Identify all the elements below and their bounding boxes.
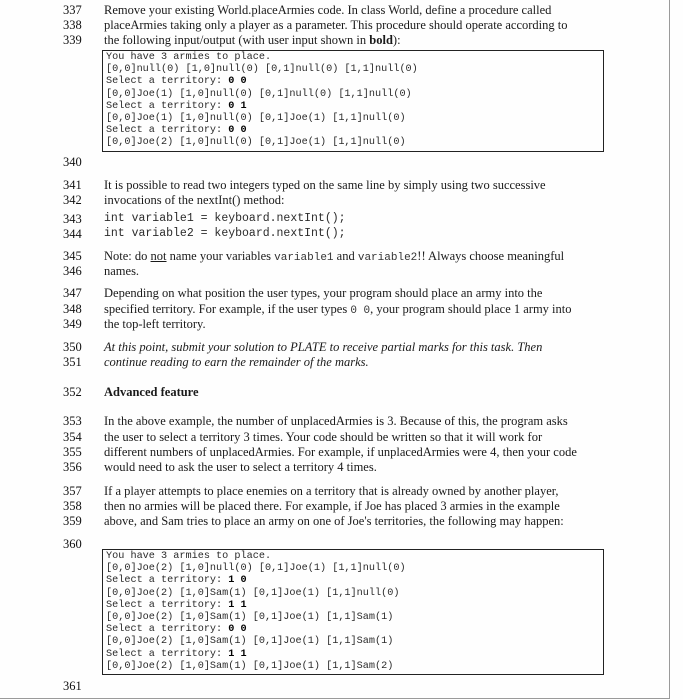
line-number: 358 bbox=[63, 499, 82, 513]
line-number: 356 bbox=[63, 460, 82, 474]
line-number: 341 bbox=[63, 178, 82, 192]
line-number: 338 bbox=[63, 18, 82, 32]
paragraph-line: above, and Sam tries to place an army on one of Joe's territories, the following may happen: bbox=[104, 514, 564, 528]
line-number: 353 bbox=[63, 414, 82, 428]
line-number: 351 bbox=[63, 355, 82, 369]
console-text: [0,0]Joe(1) [1,0]null(0) [0,1]Joe(1) [1,1]null(0) bbox=[106, 112, 406, 124]
line-number: 337 bbox=[63, 3, 82, 17]
console-output-box bbox=[102, 50, 604, 152]
console-text: [0,0]Joe(2) [1,0]Sam(1) [0,1]Joe(1) [1,1]Sam(1) bbox=[106, 611, 394, 623]
paragraph-line: would need to ask the user to select a territory 4 times. bbox=[104, 460, 377, 474]
console-line bbox=[106, 661, 600, 673]
console-line bbox=[106, 588, 600, 600]
line-number: 344 bbox=[63, 227, 82, 241]
console-text: Select a territory: bbox=[106, 648, 229, 660]
paragraph-line: Depending on what position the user types, your program should place an army into the bbox=[104, 286, 543, 300]
console-text: Select a territory: bbox=[106, 76, 229, 88]
line-number: 361 bbox=[63, 679, 82, 693]
console-line bbox=[106, 101, 600, 113]
console-line bbox=[106, 52, 600, 64]
paragraph-line: If a player attempts to place enemies on a territory that is already owned by another player, bbox=[104, 484, 559, 498]
paragraph-line: continue reading to earn the remainder of the marks. bbox=[104, 355, 369, 369]
console-line bbox=[106, 636, 600, 648]
console-line bbox=[106, 76, 600, 88]
console-line bbox=[106, 89, 600, 101]
console-line bbox=[106, 575, 600, 587]
line-number: 347 bbox=[63, 286, 82, 300]
console-line bbox=[106, 563, 600, 575]
console-text: [0,0]Joe(2) [1,0]null(0) [0,1]Joe(1) [1,1]null(0) bbox=[106, 137, 406, 149]
section-heading: Advanced feature bbox=[104, 385, 199, 399]
console-text: [0,0]Joe(2) [1,0]Sam(1) [0,1]Joe(1) [1,1]null(0) bbox=[106, 587, 400, 599]
console-text: You have 3 armies to place. bbox=[106, 551, 272, 562]
paragraph-line: placeArmies taking only a player as a parameter. This procedure should operate according to bbox=[104, 18, 568, 32]
line-number: 339 bbox=[63, 33, 82, 47]
user-input: 1 1 bbox=[228, 648, 247, 660]
paragraph-line: invocations of the nextInt() method: bbox=[104, 193, 285, 207]
console-line bbox=[106, 612, 600, 624]
line-number: 345 bbox=[63, 249, 82, 263]
line-number: 354 bbox=[63, 430, 82, 444]
console-text: Select a territory: bbox=[106, 100, 229, 112]
console-line bbox=[106, 624, 600, 636]
user-input: 0 0 bbox=[228, 125, 247, 137]
line-number: 352 bbox=[63, 385, 82, 399]
paragraph-line: It is possible to read two integers typed on the same line by simply using two successive bbox=[104, 178, 546, 192]
code-line: int variable2 = keyboard.nextInt(); bbox=[104, 227, 346, 240]
user-input: 1 1 bbox=[228, 599, 247, 611]
line-number: 350 bbox=[63, 340, 82, 354]
paragraph-line: the user to select a territory 3 times. Your code should be written so that it will work for bbox=[104, 430, 543, 444]
console-line bbox=[106, 551, 600, 563]
user-input: 0 0 bbox=[228, 624, 247, 636]
paragraph-line: specified territory. For example, if the user types 0 0, your program should place 1 army into bbox=[104, 302, 572, 317]
user-input: 1 0 bbox=[228, 575, 247, 587]
user-input: 0 1 bbox=[228, 100, 247, 112]
code-line: int variable1 = keyboard.nextInt(); bbox=[104, 212, 346, 225]
paragraph-line: the top-left territory. bbox=[104, 317, 206, 331]
line-number: 360 bbox=[63, 537, 82, 551]
line-number: 346 bbox=[63, 264, 82, 278]
console-text: Select a territory: bbox=[106, 125, 229, 137]
console-output-box bbox=[102, 549, 604, 675]
console-text: Select a territory: bbox=[106, 624, 229, 636]
line-number: 340 bbox=[63, 155, 82, 169]
console-line bbox=[106, 113, 600, 125]
line-number: 348 bbox=[63, 302, 82, 316]
console-line bbox=[106, 64, 600, 76]
console-text: [0,0]Joe(2) [1,0]Sam(1) [0,1]Joe(1) [1,1]Sam(1) bbox=[106, 636, 394, 648]
console-text: You have 3 armies to place. bbox=[106, 52, 272, 63]
console-text: [0,0]null(0) [1,0]null(0) [0,1]null(0) [1,1]null(0) bbox=[106, 64, 418, 76]
paragraph-line: Remove your existing World.placeArmies code. In class World, define a procedure called bbox=[104, 3, 552, 17]
paragraph-line: names. bbox=[104, 264, 140, 278]
console-text: [0,0]Joe(2) [1,0]Sam(1) [0,1]Joe(1) [1,1]Sam(2) bbox=[106, 660, 394, 672]
line-number: 342 bbox=[63, 193, 82, 207]
paragraph-line: At this point, submit your solution to PLATE to receive partial marks for this task. Then bbox=[104, 340, 543, 354]
paragraph-line: In the above example, the number of unplacedArmies is 3. Because of this, the program asks bbox=[104, 414, 568, 428]
line-number: 343 bbox=[63, 212, 82, 226]
paragraph-line: Note: do not name your variables variable1 and variable2!! Always choose meaningful bbox=[104, 249, 565, 264]
console-line bbox=[106, 137, 600, 149]
console-text: Select a territory: bbox=[106, 599, 229, 611]
line-number: 359 bbox=[63, 514, 82, 528]
console-line bbox=[106, 125, 600, 137]
line-number: 355 bbox=[63, 445, 82, 459]
line-number: 349 bbox=[63, 317, 82, 331]
paragraph-line: the following input/output (with user input shown in bold): bbox=[104, 33, 401, 47]
console-text: [0,0]Joe(1) [1,0]null(0) [0,1]null(0) [1,1]null(0) bbox=[106, 88, 412, 100]
console-text: [0,0]Joe(2) [1,0]null(0) [0,1]Joe(1) [1,1]null(0) bbox=[106, 563, 406, 575]
line-number: 357 bbox=[63, 484, 82, 498]
console-line bbox=[106, 600, 600, 612]
console-text: Select a territory: bbox=[106, 575, 229, 587]
paragraph-line: different numbers of unplacedArmies. For example, if unplacedArmies were 4, then your code bbox=[104, 445, 577, 459]
user-input: 0 0 bbox=[228, 76, 247, 88]
console-line bbox=[106, 649, 600, 661]
paragraph-line: then no armies will be placed there. For example, if Joe has placed 3 armies in the example bbox=[104, 499, 560, 513]
